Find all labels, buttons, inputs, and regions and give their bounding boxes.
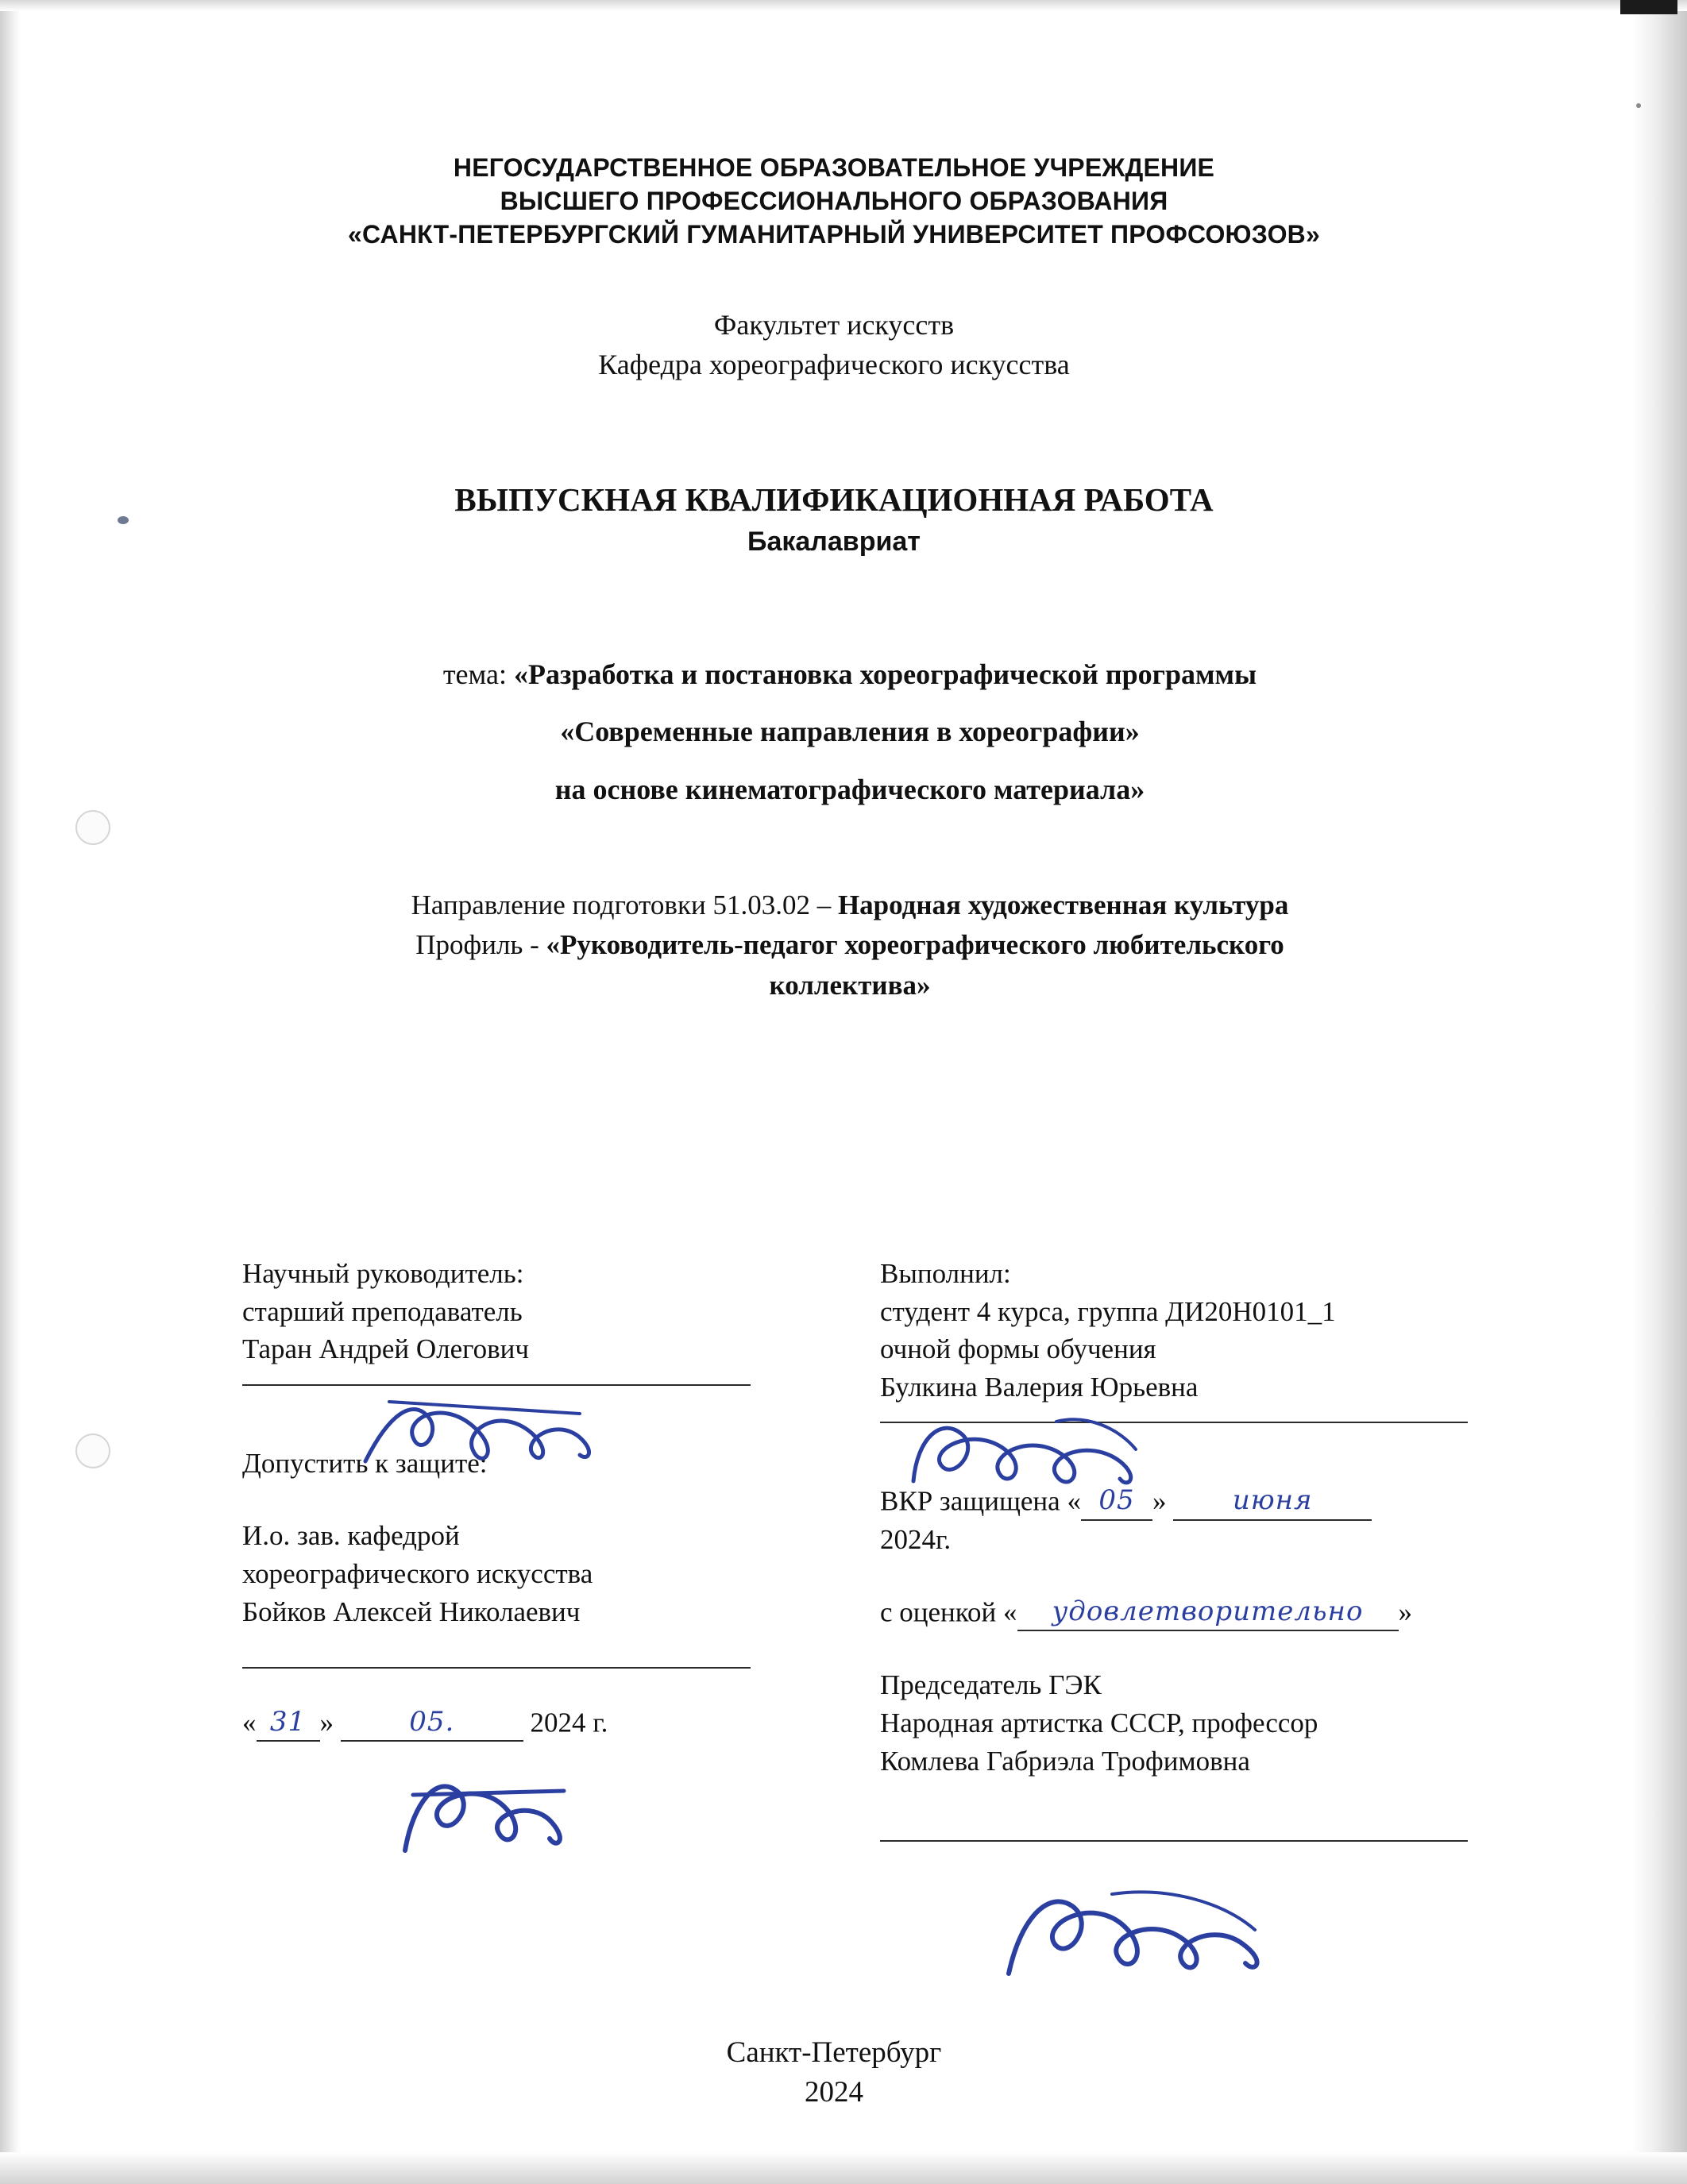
author-line-2: очной формы обучения [880, 1333, 1156, 1365]
date-close-quote: » [319, 1707, 334, 1738]
admission-label: Допустить к защите: [242, 1447, 488, 1479]
chair-label: Председатель ГЭК [880, 1669, 1102, 1701]
grade-row [880, 1593, 1539, 1631]
direction-value: Народная художественная культура [837, 889, 1289, 920]
author-label: Выполнил: [880, 1258, 1011, 1289]
author-name: Булкина Валерия Юрьевна [880, 1371, 1199, 1403]
work-type-block [127, 477, 1541, 561]
head-position-line-1: И.о. зав. кафедрой [242, 1520, 460, 1552]
chair-name: Комлева Габриэла Трофимовна [880, 1745, 1250, 1777]
theme-line-3: на основе кинематографического материала» [554, 773, 1145, 805]
head-name: Бойков Алексей Николаевич [242, 1596, 581, 1627]
profile-prefix: Профиль - [415, 929, 546, 961]
direction-block [183, 886, 1517, 1005]
footer-block [127, 2033, 1541, 2113]
theme-label: тема: [442, 658, 508, 690]
faculty-department [127, 306, 1541, 384]
date-day-value: 31 [257, 1704, 320, 1742]
supervisor-position: старший преподаватель [242, 1295, 523, 1327]
chair-signature-line [880, 1839, 1468, 1842]
institution-line-1: НЕГОСУДАРСТВЕННОЕ ОБРАЗОВАТЕЛЬНОЕ УЧРЕЖДЕНИЕ [453, 153, 1215, 182]
direction-line-1 [183, 886, 1517, 925]
work-type-title: ВЫПУСКНАЯ КВАЛИФИКАЦИОННАЯ РАБОТА [454, 481, 1214, 518]
profile-value-2: коллектива» [769, 969, 931, 1001]
direction-prefix: Направление подготовки 51.03.02 – [411, 889, 838, 920]
defense-year: 2024г. [880, 1523, 952, 1555]
defense-day-value: 05 [1081, 1482, 1152, 1520]
date-year-value: 2024 г. [530, 1707, 608, 1738]
theme-text-1: «Разработка и постановка хореографической программы [514, 658, 1257, 690]
faculty-line: Факультет искусств [713, 309, 955, 341]
defense-quote: » [1152, 1486, 1167, 1518]
defense-date-row [880, 1482, 1539, 1520]
admission-date-row [242, 1704, 798, 1742]
footer-city: Санкт-Петербург [726, 2036, 942, 2069]
date-month-value: 05. [341, 1704, 523, 1742]
footer-year: 2024 [805, 2075, 863, 2109]
right-column [880, 1255, 1539, 1842]
institution-line-2: ВЫСШЕГО ПРОФЕССИОНАЛЬНОГО ОБРАЗОВАНИЯ [500, 187, 1168, 216]
direction-line-2 [183, 925, 1517, 965]
profile-value-1: «Руководитель-педагог хореографического любительского [546, 929, 1284, 961]
author-line-1: студент 4 курса, группа ДИ20Н0101_1 [880, 1295, 1336, 1327]
date-open-quote: « [242, 1707, 257, 1738]
institution-header [127, 151, 1541, 252]
chair-title: Народная артистка СССР, профессор [880, 1707, 1318, 1739]
theme-line-1 [199, 651, 1501, 697]
defense-label: ВКР защищена « [880, 1486, 1081, 1518]
defense-month-value: июня [1173, 1482, 1372, 1520]
theme-block [199, 651, 1501, 824]
work-level: Бакалавриат [747, 527, 921, 558]
grade-value: удовлетворительно [1017, 1593, 1399, 1631]
theme-line-2: «Современные направления в хореографии» [560, 716, 1140, 748]
head-position-line-2: хореографического искусства [242, 1557, 593, 1589]
signature-columns [0, 1255, 1687, 1985]
department-line: Кафедра хореографического искусства [598, 348, 1070, 380]
grade-close-quote: » [1398, 1596, 1412, 1628]
left-column [242, 1255, 798, 1742]
grade-label: с оценкой « [880, 1596, 1017, 1628]
supervisor-name: Таран Андрей Олегович [242, 1333, 530, 1365]
institution-line-3: «САНКТ-ПЕТЕРБУРГСКИЙ ГУМАНИТАРНЫЙ УНИВЕРСИТЕТ ПРОФСОЮЗОВ» [348, 220, 1320, 249]
supervisor-title: Научный руководитель: [242, 1258, 524, 1289]
